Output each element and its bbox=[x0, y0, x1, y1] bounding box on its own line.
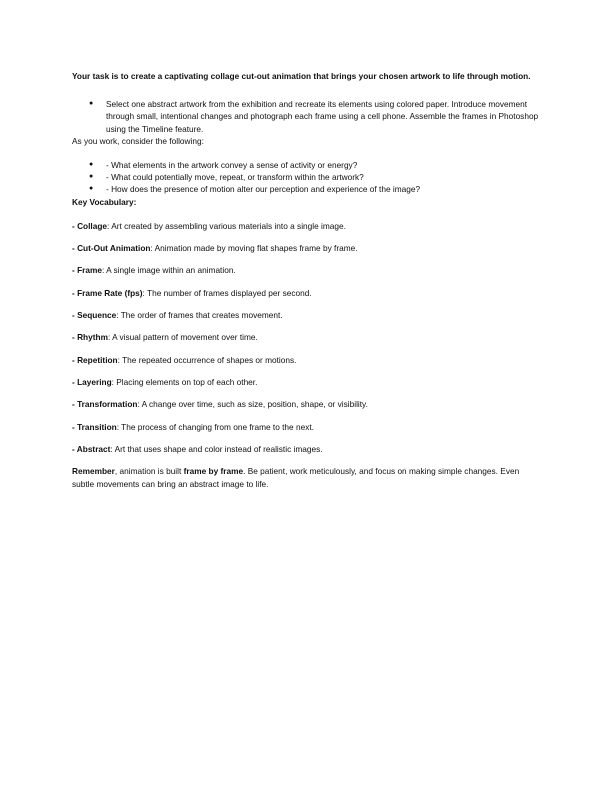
intro-paragraph: Your task is to create a captivating collage cut-out animation that brings your chosen artwork to life through motion. bbox=[72, 71, 531, 81]
list-item bbox=[72, 183, 542, 195]
vocab-item bbox=[72, 242, 542, 254]
vocab-item bbox=[72, 376, 542, 388]
list-item bbox=[72, 171, 542, 183]
closing-bold-remember: Remember bbox=[72, 466, 115, 477]
vocab-definition: : The order of frames that creates movement. bbox=[116, 310, 283, 321]
vocab-definition: : A visual pattern of movement over time. bbox=[107, 332, 258, 343]
closing-bold-frame: frame by frame bbox=[183, 466, 244, 477]
vocab-definition: : Art created by assembling various materials into a single image. bbox=[107, 220, 346, 231]
vocab-item bbox=[72, 354, 542, 366]
vocab-definition: : A single image within an animation. bbox=[101, 265, 236, 276]
vocab-item bbox=[72, 220, 542, 232]
vocab-item bbox=[72, 331, 542, 343]
vocab-term: - Layering bbox=[72, 376, 112, 387]
vocab-definition: : Placing elements on top of each other. bbox=[111, 376, 258, 387]
task-bullet-text: Select one abstract artwork from the exhibition and recreate its elements using colored paper. Introduce movement through small, intentional changes and photograph each frame using a cell phone. Assemble the frames in Photoshop using the Timeline feature. bbox=[106, 99, 539, 134]
vocab-definition: : Art that uses shape and color instead of realistic images. bbox=[110, 443, 323, 454]
vocab-term: - Transformation bbox=[72, 399, 138, 410]
consider-bullet-text: - How does the presence of motion alter our perception and experience of the image? bbox=[106, 184, 421, 195]
vocab-list bbox=[72, 220, 542, 455]
vocab-term: - Cut-Out Animation bbox=[72, 243, 151, 254]
closing-text-1: , animation is built bbox=[114, 466, 184, 477]
vocab-term: - Transition bbox=[72, 421, 117, 432]
consider-paragraph: As you work, consider the following: bbox=[72, 135, 204, 146]
bullet-icon: ● bbox=[89, 161, 94, 169]
vocab-term: - Frame bbox=[72, 265, 102, 276]
vocab-item bbox=[72, 287, 542, 299]
consider-list bbox=[72, 159, 542, 196]
vocab-definition: : The repeated occurrence of shapes or motions. bbox=[117, 354, 297, 365]
bullet-icon: ● bbox=[89, 100, 94, 108]
vocab-term: - Sequence bbox=[72, 310, 117, 321]
vocab-definition: : Animation made by moving flat shapes frame by frame. bbox=[150, 243, 358, 254]
vocab-item bbox=[72, 309, 542, 321]
closing-text-2: . Be patient, work meticulously, and focus on making simple changes. Even subtle movements can bring an abstract image to life. bbox=[72, 466, 520, 489]
bullet-icon: ● bbox=[89, 173, 94, 181]
vocab-item bbox=[72, 264, 542, 276]
vocab-item bbox=[72, 398, 542, 410]
vocab-item bbox=[72, 421, 542, 433]
vocab-heading: Key Vocabulary: bbox=[72, 196, 137, 207]
closing-paragraph bbox=[72, 465, 542, 490]
vocab-term: - Abstract bbox=[72, 443, 111, 454]
vocab-term: - Rhythm bbox=[72, 332, 108, 343]
bullet-icon: ● bbox=[89, 185, 94, 193]
vocab-definition: : The process of changing from one frame to the next. bbox=[116, 421, 314, 432]
vocab-term: - Collage bbox=[72, 220, 108, 231]
consider-bullet-text: - What could potentially move, repeat, or transform within the artwork? bbox=[106, 172, 364, 183]
vocab-definition: : The number of frames displayed per second. bbox=[142, 287, 312, 298]
consider-bullet-text: - What elements in the artwork convey a sense of activity or energy? bbox=[106, 160, 358, 171]
document-page bbox=[72, 70, 542, 490]
vocab-term: - Frame Rate (fps) bbox=[72, 287, 143, 298]
list-item bbox=[72, 98, 542, 135]
task-list bbox=[72, 98, 542, 135]
vocab-item bbox=[72, 443, 542, 455]
list-item bbox=[72, 159, 542, 171]
vocab-definition: : A change over time, such as size, position, shape, or visibility. bbox=[137, 399, 368, 410]
vocab-term: - Repetition bbox=[72, 354, 118, 365]
